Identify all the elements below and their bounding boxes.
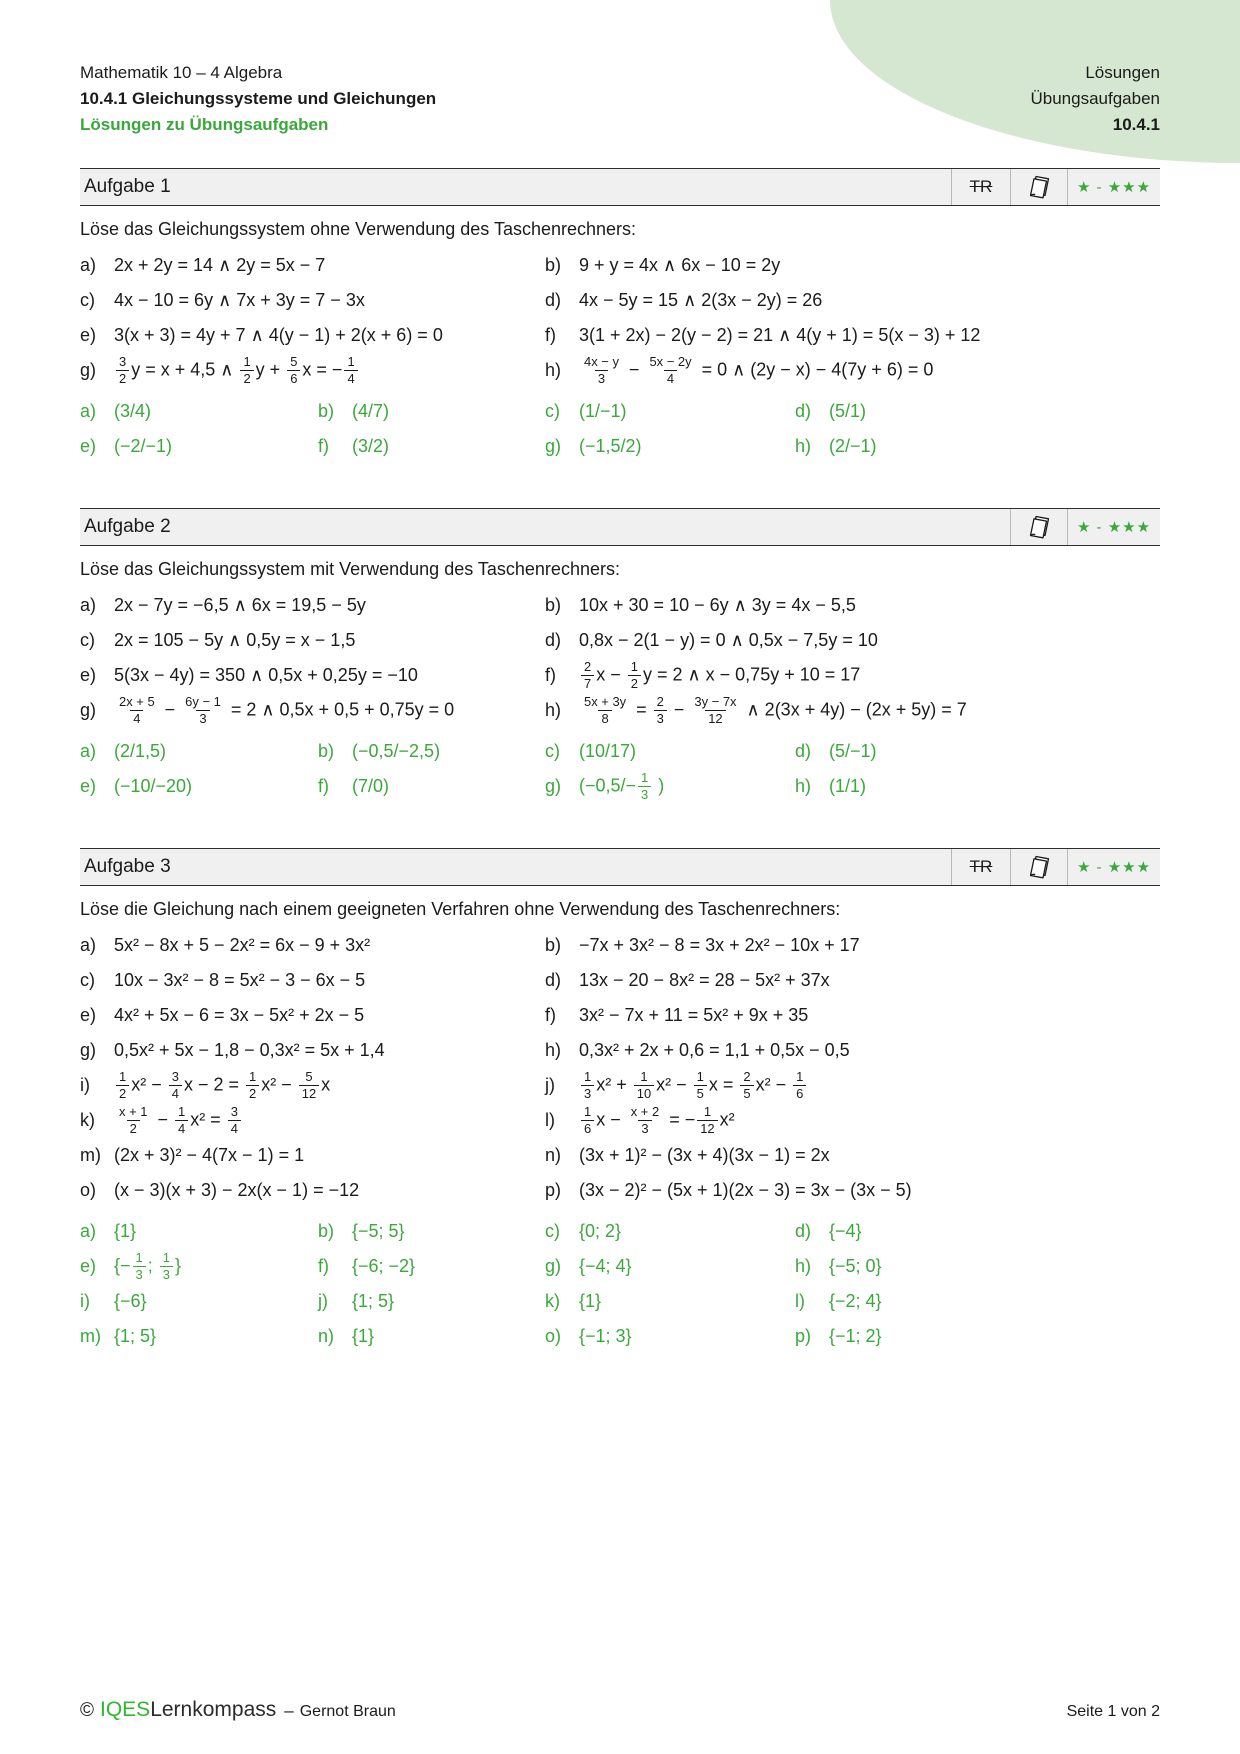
problem-label: f) [545,1005,556,1025]
problem-row [80,353,545,388]
problem-equation: 2x = 105 − 5y ∧ 0,5y = x − 1,5 [114,630,356,650]
problem-equation: 5(3x − 4y) = 350 ∧ 0,5x + 0,25y = −10 [114,665,418,685]
problem-equation: 3x² − 7x + 11 = 5x² + 9x + 35 [579,1005,809,1025]
fraction: $\frac{1}{3}$ [133,1251,146,1282]
problem-label: d) [545,970,562,990]
problem-row [80,248,545,283]
page-content [0,60,1240,1354]
fraction: $\frac{2}{3}$ [654,695,667,726]
difficulty-stars: ★ - ★★★ [1067,509,1160,545]
problem-equation: $\frac{3}{2}$ y = x + 4,5 ∧ $\frac{1}{2}$ y + $\frac{5}{6}$ x = − $\frac{1}{4}$ [114,355,360,386]
answer-value: (3/4) [114,401,152,421]
problem-equation: 4x − 5y = 15 ∧ 2(3x − 2y) = 26 [579,290,823,310]
answer-label: c) [545,741,560,761]
problem-label: b) [545,595,562,615]
notebook-icon [1026,855,1052,880]
fraction: $\frac{1}{3}$ [160,1251,173,1282]
answer-value: {−5; 0} [829,1256,882,1276]
problem-label: b) [545,255,562,275]
answer-item [795,769,1160,804]
problem-row [545,1173,1160,1208]
answer-value: (−1,5/2) [579,436,642,456]
course-title: Mathematik 10 – 4 Algebra [80,63,283,82]
answer-value: (−0,5/− $\frac{1}{3}$ ) [579,769,665,802]
problem-row [80,588,545,623]
fraction: $\frac{3}{2}$ [116,355,129,386]
answer-value: {−6; −2} [352,1256,416,1276]
problem-equation: $\frac{2x + 5}{4}$ − $\frac{6y - 1}{3}$ = 2 ∧ 0,5x + 0,5 + 0,75y = 0 [114,695,454,726]
answer-grid [80,394,1160,464]
problem-label: c) [80,630,95,650]
answer-item [318,769,545,804]
problem-equation: 4x² + 5x − 6 = 3x − 5x² + 2x − 5 [114,1005,365,1025]
tr-cell [951,169,1010,205]
problem-equation: 3(x + 3) = 4y + 7 ∧ 4(y − 1) + 2(x + 6) = 0 [114,325,443,345]
problem-label: c) [80,290,95,310]
problem-equation: 10x − 3x² − 8 = 5x² − 3 − 6x − 5 [114,970,366,990]
page-number: Seite 1 von 2 [1066,1703,1160,1720]
answer-value: {− $\frac{1}{3}$ ; $\frac{1}{3}$ } [114,1249,181,1282]
answer-item [318,429,545,464]
answer-label: f) [318,1256,329,1276]
header-left-block [80,60,436,138]
fraction: $\frac{1}{2}$ [246,1070,259,1101]
answer-item [318,1319,545,1354]
answer-label: a) [80,741,97,761]
fraction: $\frac{1}{6}$ [581,1105,594,1136]
answer-label: l) [795,1291,805,1311]
problem-row [545,693,1160,728]
answer-label: n) [318,1326,335,1346]
problem-label: e) [80,325,97,345]
answer-value: (3/2) [352,436,390,456]
fraction: $\frac{1}{4}$ [344,355,357,386]
problem-equation: 13x − 20 − 8x² = 28 − 5x² + 37x [579,970,830,990]
fraction: $\frac{1}{3}$ [638,771,651,802]
answer-label: c) [545,1221,560,1241]
fraction: $\frac{3y - 7x}{12}$ [694,693,737,726]
notebook-cell [1010,509,1067,545]
answer-label: e) [80,436,97,456]
section-bar [80,168,1160,206]
fraction: $\frac{4x - y}{3}$ [584,353,619,386]
fraction: $\frac{2}{7}$ [581,660,594,691]
answer-item [545,1319,795,1354]
notebook-icon [1026,515,1052,540]
problem-grid [80,248,1160,388]
answer-label: b) [318,401,335,421]
section-aufgabe-1 [80,168,1160,464]
problem-equation: $\frac{1}{6}$ x − $\frac{x + 2}{3}$ = − $\frac{1}{12}$ x² [579,1105,735,1136]
answer-item [80,769,318,804]
answer-item [80,734,318,769]
calculator-forbidden-label: TR [969,857,993,876]
problem-label: h) [545,360,562,380]
section-aufgabe-3 [80,848,1160,1354]
copyright-icon: © [80,1700,94,1721]
fraction: $\frac{1}{2}$ [628,660,641,691]
problem-equation: (2x + 3)² − 4(7x − 1) = 1 [114,1145,305,1165]
answer-value: (2/−1) [829,436,877,456]
problem-equation: (3x − 2)² − (5x + 1)(2x − 3) = 3x − (3x − 5) [579,1180,912,1200]
answer-label: d) [795,401,812,421]
answer-item [80,1249,318,1284]
answer-item [545,429,795,464]
answer-value: {1; 5} [352,1291,395,1311]
fraction: $\frac{x + 2}{3}$ [630,1103,660,1136]
fraction: $\frac{x + 1}{2}$ [119,1103,148,1136]
answer-item [795,1214,1160,1249]
problem-row [80,1103,545,1138]
answer-label: j) [318,1291,328,1311]
answer-value: {−4; 4} [579,1256,632,1276]
answer-value: {−1; 2} [829,1326,882,1346]
problem-equation: $\frac{x + 1}{2}$ − $\frac{1}{4}$ x² = $\frac{3}{4}$ [114,1105,243,1136]
corner-label-uebungsaufgaben: Übungsaufgaben [1030,89,1160,108]
problem-row [545,588,1160,623]
answer-item [318,394,545,429]
footer-brand [80,1698,396,1722]
problem-grid [80,928,1160,1208]
page-header [80,60,1160,138]
problem-label: p) [545,1180,562,1200]
fraction: $\frac{3}{4}$ [228,1105,241,1136]
problem-row [545,283,1160,318]
answer-value: {1} [352,1326,375,1346]
answer-value: {−5; 5} [352,1221,405,1241]
problem-row [545,248,1160,283]
problem-row [80,283,545,318]
answer-item [795,1249,1160,1284]
answer-item [795,734,1160,769]
answer-label: g) [545,1256,562,1276]
problem-equation: 9 + y = 4x ∧ 6x − 10 = 2y [579,255,781,275]
answer-label: b) [318,1221,335,1241]
problem-row [80,1033,545,1068]
problem-label: f) [545,325,556,345]
problem-label: n) [545,1145,562,1165]
problem-label: i) [80,1075,90,1095]
answer-item [545,769,795,804]
answer-label: a) [80,401,97,421]
header-right-block [1030,60,1160,138]
answer-value: (5/1) [829,401,867,421]
fraction: $\frac{5}{12}$ [299,1070,319,1101]
notebook-cell [1010,169,1067,205]
section-title: Aufgabe 3 [84,856,171,877]
problem-row [545,658,1160,693]
problem-label: g) [80,700,97,720]
calculator-forbidden-label: TR [969,177,993,196]
problem-equation: 5x² − 8x + 5 − 2x² = 6x − 9 + 3x² [114,935,371,955]
problem-row [80,928,545,963]
answer-item [80,1319,318,1354]
fraction: $\frac{2}{5}$ [740,1070,753,1101]
answer-item [318,1249,545,1284]
answer-label: g) [545,436,562,456]
problem-row [80,318,545,353]
answer-item [795,394,1160,429]
fraction: $\frac{1}{3}$ [581,1070,594,1101]
answer-value: {1} [114,1221,137,1241]
answer-grid [80,734,1160,804]
problem-equation: 4x − 10 = 6y ∧ 7x + 3y = 7 − 3x [114,290,365,310]
footer-author: Gernot Braun [299,1703,396,1720]
section-aufgabe-2 [80,508,1160,804]
answer-item [318,734,545,769]
problem-row [545,963,1160,998]
answer-value: (−0,5/−2,5) [352,741,441,761]
problem-label: k) [80,1110,95,1130]
problem-label: f) [545,665,556,685]
corner-label-chapter-number: 10.4.1 [1112,115,1160,134]
notebook-icon [1026,175,1052,200]
fraction: $\frac{1}{10}$ [634,1070,654,1101]
problem-equation: $\frac{5x + 3y}{8}$ = $\frac{2}{3}$ − $\frac{3y - 7x}{12}$ ∧ 2(3x + 4y) − (2x + 5y) = 7 [579,695,967,726]
problem-row [545,318,1160,353]
answer-item [545,1249,795,1284]
tr-cell [951,849,1010,885]
answer-label: f) [318,436,329,456]
answer-label: m) [80,1326,101,1346]
problem-label: a) [80,255,97,275]
answer-label: h) [795,1256,812,1276]
problem-label: e) [80,1005,97,1025]
problem-equation: $\frac{2}{7}$ x − $\frac{1}{2}$ y = 2 ∧ x − 0,75y + 10 = 17 [579,660,860,691]
brand-lernkompass: Lernkompass [150,1698,277,1721]
answer-label: d) [795,741,812,761]
answer-value: (−10/−20) [114,776,193,796]
problem-row [80,1173,545,1208]
chapter-title: 10.4.1 Gleichungssysteme und Gleichungen [80,89,437,108]
answer-value: {0; 2} [579,1221,622,1241]
difficulty-stars: ★ - ★★★ [1067,849,1160,885]
answer-value: {1; 5} [114,1326,157,1346]
answer-label: h) [795,436,812,456]
footer-dash: – [284,1701,294,1720]
answer-item [795,1319,1160,1354]
answer-label: f) [318,776,329,796]
problem-row [545,1103,1160,1138]
problem-row [545,353,1160,388]
problem-row [80,623,545,658]
answer-item [80,1284,318,1319]
fraction: $\frac{1}{5}$ [694,1070,707,1101]
section-intro: Löse die Gleichung nach einem geeigneten Verfahren ohne Verwendung des Taschenrechners: [80,899,841,919]
problem-label: h) [545,1040,562,1060]
problem-equation: 2x + 2y = 14 ∧ 2y = 5x − 7 [114,255,326,275]
answer-label: p) [795,1326,812,1346]
fraction: $\frac{5x + 3y}{8}$ [584,693,627,726]
problem-label: l) [545,1110,555,1130]
page-footer [80,1698,1160,1722]
problem-equation: (3x + 1)² − (3x + 4)(3x − 1) = 2x [579,1145,830,1165]
problem-label: j) [545,1075,555,1095]
problem-equation: $\frac{1}{2}$ x² − $\frac{3}{4}$ x − 2 = $\frac{1}{2}$ x² − $\frac{5}{12}$ x [114,1070,330,1101]
answer-value: (7/0) [352,776,390,796]
problem-label: m) [80,1145,101,1165]
answer-item [318,1284,545,1319]
answer-item [80,1214,318,1249]
problem-row [545,1068,1160,1103]
answer-value: {−2; 4} [829,1291,882,1311]
problem-row [80,658,545,693]
fraction: $\frac{5x - 2y}{4}$ [649,353,692,386]
problem-label: h) [545,700,562,720]
section-bar [80,508,1160,546]
notebook-cell [1010,849,1067,885]
answer-label: a) [80,1221,97,1241]
answer-value: (4/7) [352,401,390,421]
problem-equation: 3(1 + 2x) − 2(y − 2) = 21 ∧ 4(y + 1) = 5(x − 3) + 12 [579,325,981,345]
answer-item [318,1214,545,1249]
answer-value: {−4} [829,1221,862,1241]
answer-item [545,1284,795,1319]
answer-value: (−2/−1) [114,436,173,456]
brand-iqes: IQES [100,1698,151,1721]
answer-item [795,429,1160,464]
solutions-subtitle: Lösungen zu Übungsaufgaben [80,115,329,134]
problem-label: d) [545,630,562,650]
problem-label: e) [80,665,97,685]
answer-value: {1} [579,1291,602,1311]
answer-label: e) [80,1256,97,1276]
problem-equation: $\frac{1}{3}$ x² + $\frac{1}{10}$ x² − $\frac{1}{5}$ x = $\frac{2}{5}$ x² − $\frac{1}{6}$ [579,1070,808,1101]
problem-label: d) [545,290,562,310]
problem-row [80,693,545,728]
fraction: $\frac{6y - 1}{3}$ [185,693,221,726]
answer-label: o) [545,1326,562,1346]
answer-label: e) [80,776,97,796]
problem-label: a) [80,595,97,615]
difficulty-stars: ★ - ★★★ [1067,169,1160,205]
problem-label: o) [80,1180,97,1200]
problem-label: g) [80,1040,97,1060]
problem-row [545,623,1160,658]
answer-grid [80,1214,1160,1354]
answer-label: h) [795,776,812,796]
answer-label: b) [318,741,335,761]
answer-value: (2/1,5) [114,741,167,761]
answer-item [545,734,795,769]
answer-label: i) [80,1291,90,1311]
problem-row [545,928,1160,963]
fraction: $\frac{1}{6}$ [793,1070,806,1101]
problem-equation: 0,5x² + 5x − 1,8 − 0,3x² = 5x + 1,4 [114,1040,385,1060]
answer-value: (1/−1) [579,401,627,421]
problem-row [80,998,545,1033]
problem-label: g) [80,360,97,380]
fraction: $\frac{1}{12}$ [697,1105,717,1136]
problem-row [545,1033,1160,1068]
problem-row [545,1138,1160,1173]
problem-label: a) [80,935,97,955]
answer-label: g) [545,776,562,796]
problem-equation: 2x − 7y = −6,5 ∧ 6x = 19,5 − 5y [114,595,366,615]
section-intro: Löse das Gleichungssystem ohne Verwendung des Taschenrechners: [80,219,637,239]
problem-label: b) [545,935,562,955]
problem-row [80,963,545,998]
problem-equation: −7x + 3x² − 8 = 3x + 2x² − 10x + 17 [579,935,860,955]
answer-label: d) [795,1221,812,1241]
problem-equation: 10x + 30 = 10 − 6y ∧ 3y = 4x − 5,5 [579,595,856,615]
answer-value: {−6} [114,1291,147,1311]
problem-label: c) [80,970,95,990]
problem-grid [80,588,1160,728]
sections [80,168,1160,1354]
answer-item [545,394,795,429]
answer-label: k) [545,1291,560,1311]
problem-equation: 0,3x² + 2x + 0,6 = 1,1 + 0,5x − 0,5 [579,1040,850,1060]
answer-value: {−1; 3} [579,1326,632,1346]
answer-item [545,1214,795,1249]
problem-row [80,1138,545,1173]
corner-label-loesungen: Lösungen [1085,63,1160,82]
answer-item [795,1284,1160,1319]
answer-item [80,394,318,429]
fraction: $\frac{3}{4}$ [169,1070,182,1101]
answer-value: (1/1) [829,776,867,796]
answer-item [80,429,318,464]
section-title: Aufgabe 1 [84,176,171,197]
answer-value: (5/−1) [829,741,877,761]
problem-row [80,1068,545,1103]
problem-equation: 0,8x − 2(1 − y) = 0 ∧ 0,5x − 7,5y = 10 [579,630,878,650]
problem-equation: (x − 3)(x + 3) − 2x(x − 1) = −12 [114,1180,360,1200]
fraction: $\frac{5}{6}$ [287,355,300,386]
answer-label: c) [545,401,560,421]
fraction: $\frac{2x + 5}{4}$ [119,693,155,726]
section-title: Aufgabe 2 [84,516,171,537]
problem-equation: $\frac{4x - y}{3}$ − $\frac{5x - 2y}{4}$ = 0 ∧ (2y − x) − 4(7y + 6) = 0 [579,355,933,386]
section-bar [80,848,1160,886]
fraction: $\frac{1}{2}$ [116,1070,129,1101]
problem-row [545,998,1160,1033]
section-intro: Löse das Gleichungssystem mit Verwendung des Taschenrechners: [80,559,620,579]
answer-value: (10/17) [579,741,637,761]
fraction: $\frac{1}{2}$ [240,355,253,386]
fraction: $\frac{1}{4}$ [175,1105,188,1136]
